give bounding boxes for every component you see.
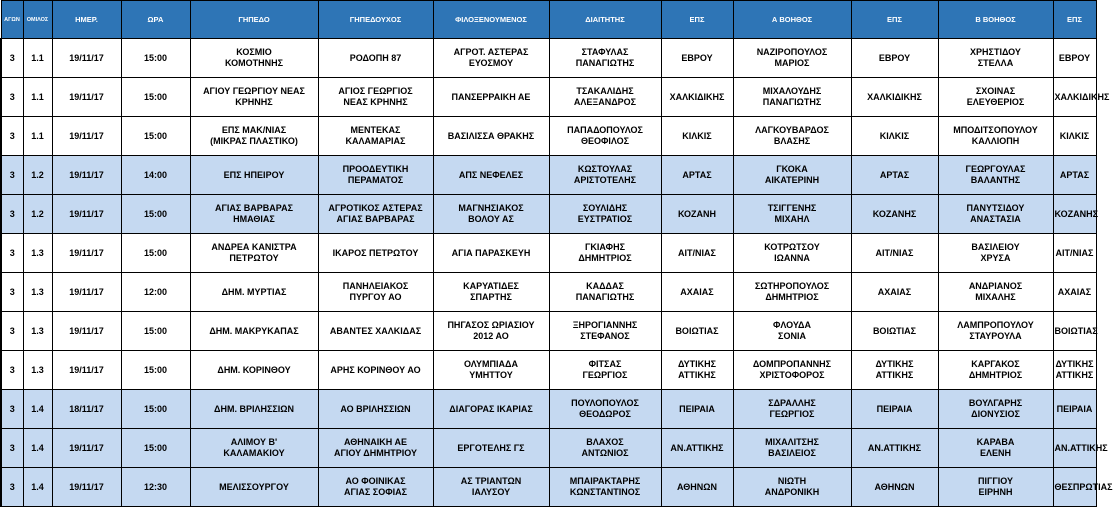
cell-date: 19/11/17	[52, 195, 121, 234]
cell-away-team: ΒΑΣΙΛΙΣΣΑ ΘΡΑΚΗΣ	[433, 117, 549, 156]
cell-match: 3	[1, 195, 23, 234]
header-referee-association: ΕΠΣ	[661, 1, 733, 39]
table-row	[1, 312, 1096, 351]
cell-time: 15:00	[121, 312, 190, 351]
cell-referee: ΠΟΥΛΟΠΟΥΛΟΣ ΘΕΟΔΩΡΟΣ	[549, 390, 661, 429]
cell-referee: ΠΑΠΑΔΟΠΟΥΛΟΣ ΘΕΟΦΙΛΟΣ	[549, 117, 661, 156]
header-row	[1, 1, 1096, 39]
table-row	[1, 351, 1096, 390]
cell-referee-association: ΔΥΤΙΚΗΣ ΑΤΤΙΚΗΣ	[661, 351, 733, 390]
cell-assistant-a-association: ΑΝ.ΑΤΤΙΚΗΣ	[851, 429, 938, 468]
cell-assistant-b: ΠΑΝΥΤΣΙΔΟΥ ΑΝΑΣΤΑΣΙΑ	[938, 195, 1053, 234]
cell-match: 3	[1, 39, 23, 78]
table-row	[1, 273, 1096, 312]
cell-assistant-b: ΠΙΓΓΙΟΥ ΕΙΡΗΝΗ	[938, 468, 1053, 507]
cell-away-team: ΕΡΓΟΤΕΛΗΣ ΓΣ	[433, 429, 549, 468]
cell-assistant-a-association: ΔΥΤΙΚΗΣ ΑΤΤΙΚΗΣ	[851, 351, 938, 390]
cell-referee-association: ΑΝ.ΑΤΤΙΚΗΣ	[661, 429, 733, 468]
header-assistant-b: Β ΒΟΗΘΟΣ	[938, 1, 1053, 39]
header-date: ΗΜΕΡ.	[52, 1, 121, 39]
cell-referee-association: ΧΑΛΚΙΔΙΚΗΣ	[661, 78, 733, 117]
cell-assistant-b: ΛΑΜΠΡΟΠΟΥΛΟΥ ΣΤΑΥΡΟΥΛΑ	[938, 312, 1053, 351]
cell-away-team: ΟΛΥΜΠΙΑΔΑ ΥΜΗΤΤΟΥ	[433, 351, 549, 390]
cell-referee-association: ΚΙΛΚΙΣ	[661, 117, 733, 156]
cell-assistant-b: ΜΠΟΔΙΤΣΟΠΟΥΛΟΥ ΚΑΛΛΙΟΠΗ	[938, 117, 1053, 156]
cell-group: 1.3	[23, 234, 52, 273]
cell-date: 19/11/17	[52, 39, 121, 78]
cell-assistant-a-association: ΧΑΛΚΙΔΙΚΗΣ	[851, 78, 938, 117]
cell-referee-association: ΚΟΖΑΝΗ	[661, 195, 733, 234]
cell-referee-association: ΕΒΡΟΥ	[661, 39, 733, 78]
cell-away-team: ΚΑΡΥΑΤΙΔΕΣ ΣΠΑΡΤΗΣ	[433, 273, 549, 312]
cell-stadium: ΑΓΙΟΥ ΓΕΩΡΓΙΟΥ ΝΕΑΣ ΚΡΗΝΗΣ	[190, 78, 318, 117]
cell-home-team: ΑΒΑΝΤΕΣ ΧΑΛΚΙΔΑΣ	[318, 312, 433, 351]
cell-time: 15:00	[121, 195, 190, 234]
cell-home-team: ΑΘΗΝΑΙΚΗ ΑΕ ΑΓΙΟΥ ΔΗΜΗΤΡΙΟΥ	[318, 429, 433, 468]
cell-referee-association: ΑΧΑΙΑΣ	[661, 273, 733, 312]
cell-assistant-a: ΝΙΩΤΗ ΑΝΔΡΟΝΙΚΗ	[733, 468, 851, 507]
cell-time: 15:00	[121, 39, 190, 78]
cell-home-team: ΑΡΗΣ ΚΟΡΙΝΘΟΥ ΑΟ	[318, 351, 433, 390]
cell-group: 1.2	[23, 195, 52, 234]
cell-assistant-b: ΚΑΡΑΒΑ ΕΛΕΝΗ	[938, 429, 1053, 468]
cell-referee-association: ΒΟΙΩΤΙΑΣ	[661, 312, 733, 351]
header-time: ΩΡΑ	[121, 1, 190, 39]
cell-referee: ΓΚΙΑΦΗΣ ΔΗΜΗΤΡΙΟΣ	[549, 234, 661, 273]
cell-match: 3	[1, 468, 23, 507]
cell-assistant-b-association: ΧΑΛΚΙΔΙΚΗΣ	[1053, 78, 1096, 117]
header-home-team: ΓΗΠΕΔΟΥΧΟΣ	[318, 1, 433, 39]
cell-referee-association: ΑΘΗΝΩΝ	[661, 468, 733, 507]
cell-date: 19/11/17	[52, 117, 121, 156]
cell-date: 18/11/17	[52, 390, 121, 429]
cell-match: 3	[1, 390, 23, 429]
cell-away-team: ΑΠΣ ΝΕΦΕΛΕΣ	[433, 156, 549, 195]
cell-stadium: ΔΗΜ. ΜΥΡΤΙΑΣ	[190, 273, 318, 312]
cell-match: 3	[1, 117, 23, 156]
cell-assistant-a: ΤΣΙΓΓΕΝΗΣ ΜΙΧΑΗΛ	[733, 195, 851, 234]
header-assistant-a: Α ΒΟΗΘΟΣ	[733, 1, 851, 39]
cell-away-team: ΑΓΙΑ ΠΑΡΑΣΚΕΥΗ	[433, 234, 549, 273]
cell-stadium: ΑΛΙΜΟΥ Β' ΚΑΛΑΜΑΚΙΟΥ	[190, 429, 318, 468]
cell-assistant-a-association: ΚΙΛΚΙΣ	[851, 117, 938, 156]
cell-assistant-a: ΔΟΜΠΡΟΠΑΝΝΗΣ ΧΡΙΣΤΟΦΟΡΟΣ	[733, 351, 851, 390]
cell-assistant-b-association: ΒΟΙΩΤΙΑΣ	[1053, 312, 1096, 351]
table-row	[1, 234, 1096, 273]
cell-date: 19/11/17	[52, 351, 121, 390]
cell-home-team: ΠΑΝΗΛΕΙΑΚΟΣ ΠΥΡΓΟΥ ΑΟ	[318, 273, 433, 312]
table-row	[1, 468, 1096, 507]
cell-group: 1.4	[23, 468, 52, 507]
cell-assistant-a: ΚΟΤΡΩΤΣΟΥ ΙΩΑΝΝΑ	[733, 234, 851, 273]
cell-match: 3	[1, 234, 23, 273]
cell-assistant-a-association: ΒΟΙΩΤΙΑΣ	[851, 312, 938, 351]
table-row	[1, 117, 1096, 156]
cell-assistant-b-association: ΔΥΤΙΚΗΣ ΑΤΤΙΚΗΣ	[1053, 351, 1096, 390]
cell-time: 15:00	[121, 234, 190, 273]
cell-match: 3	[1, 78, 23, 117]
cell-group: 1.1	[23, 39, 52, 78]
cell-time: 15:00	[121, 390, 190, 429]
cell-assistant-a-association: ΑΙΤ/ΝΙΑΣ	[851, 234, 938, 273]
cell-home-team: ΡΟΔΟΠΗ 87	[318, 39, 433, 78]
cell-away-team: ΑΣ ΤΡΙΑΝΤΩΝ ΙΑΛΥΣΟΥ	[433, 468, 549, 507]
cell-assistant-b-association: ΚΙΛΚΙΣ	[1053, 117, 1096, 156]
cell-away-team: ΔΙΑΓΟΡΑΣ ΙΚΑΡΙΑΣ	[433, 390, 549, 429]
cell-home-team: ΠΡΟΟΔΕΥΤΙΚΗ ΠΕΡΑΜΑΤΟΣ	[318, 156, 433, 195]
cell-group: 1.2	[23, 156, 52, 195]
cell-date: 19/11/17	[52, 78, 121, 117]
cell-assistant-a: ΣΔΡΑΛΛΗΣ ΓΕΩΡΓΙΟΣ	[733, 390, 851, 429]
cell-group: 1.1	[23, 117, 52, 156]
cell-group: 1.4	[23, 429, 52, 468]
cell-date: 19/11/17	[52, 312, 121, 351]
cell-away-team: ΠΗΓΑΣΟΣ ΩΡΙΑΣΙΟΥ 2012 ΑΟ	[433, 312, 549, 351]
cell-group: 1.1	[23, 78, 52, 117]
cell-match: 3	[1, 312, 23, 351]
cell-assistant-b-association: ΑΙΤ/ΝΙΑΣ	[1053, 234, 1096, 273]
cell-stadium: ΔΗΜ. ΜΑΚΡΥΚΑΠΑΣ	[190, 312, 318, 351]
cell-stadium: ΕΠΣ ΗΠΕΙΡΟΥ	[190, 156, 318, 195]
cell-assistant-a: ΜΙΧΑΛΟΥΔΗΣ ΠΑΝΑΓΙΩΤΗΣ	[733, 78, 851, 117]
cell-assistant-b: ΓΕΩΡΓΟΥΛΑΣ ΒΑΛΑΝΤΗΣ	[938, 156, 1053, 195]
table-row	[1, 39, 1096, 78]
cell-group: 1.3	[23, 312, 52, 351]
cell-assistant-b: ΒΑΣΙΛΕΙΟΥ ΧΡΥΣΑ	[938, 234, 1053, 273]
cell-time: 14:00	[121, 156, 190, 195]
cell-match: 3	[1, 273, 23, 312]
header-match: ΑΓΩΝ	[1, 1, 23, 39]
cell-time: 15:00	[121, 78, 190, 117]
cell-assistant-a: ΦΛΟΥΔΑ ΣΟΝΙΑ	[733, 312, 851, 351]
cell-time: 12:00	[121, 273, 190, 312]
cell-away-team: ΜΑΓΝΗΣΙΑΚΟΣ ΒΟΛΟΥ ΑΣ	[433, 195, 549, 234]
cell-assistant-a-association: ΑΡΤΑΣ	[851, 156, 938, 195]
cell-stadium: ΚΟΣΜΙΟ ΚΟΜΟΤΗΝΗΣ	[190, 39, 318, 78]
cell-assistant-b: ΑΝΔΡΙΑΝΟΣ ΜΙΧΑΛΗΣ	[938, 273, 1053, 312]
cell-match: 3	[1, 351, 23, 390]
table-row	[1, 78, 1096, 117]
cell-date: 19/11/17	[52, 273, 121, 312]
table-row	[1, 156, 1096, 195]
cell-referee-association: ΠΕΙΡΑΙΑ	[661, 390, 733, 429]
cell-away-team: ΠΑΝΣΕΡΡΑΙΚΗ ΑΕ	[433, 78, 549, 117]
cell-referee: ΞΗΡΟΓΙΑΝΝΗΣ ΣΤΕΦΑΝΟΣ	[549, 312, 661, 351]
header-referee: ΔΙΑΙΤΗΤΗΣ	[549, 1, 661, 39]
header-assistant-a-association: ΕΠΣ	[851, 1, 938, 39]
header-group: ΟΜΙΛΟΣ	[23, 1, 52, 39]
cell-home-team: ΑΟ ΒΡΙΛΗΣΣΙΩΝ	[318, 390, 433, 429]
cell-stadium: ΕΠΣ ΜΑΚ/ΝΙΑΣ (ΜΙΚΡΑΣ ΠΛΑΣΤΙΚΟ)	[190, 117, 318, 156]
table-row	[1, 390, 1096, 429]
cell-referee: ΤΣΑΚΑΛΙΔΗΣ ΑΛΕΞΑΝΔΡΟΣ	[549, 78, 661, 117]
cell-referee: ΦΙΤΣΑΣ ΓΕΩΡΓΙΟΣ	[549, 351, 661, 390]
cell-assistant-b-association: ΑΧΑΙΑΣ	[1053, 273, 1096, 312]
cell-stadium: ΑΓΙΑΣ ΒΑΡΒΑΡΑΣ ΗΜΑΘΙΑΣ	[190, 195, 318, 234]
cell-date: 19/11/17	[52, 468, 121, 507]
table-row	[1, 195, 1096, 234]
cell-group: 1.3	[23, 351, 52, 390]
cell-assistant-a-association: ΕΒΡΟΥ	[851, 39, 938, 78]
cell-away-team: ΑΓΡΟΤ. ΑΣΤΕΡΑΣ ΕΥΟΣΜΟΥ	[433, 39, 549, 78]
cell-assistant-a: ΓΚΟΚΑ ΑΙΚΑΤΕΡΙΝΗ	[733, 156, 851, 195]
cell-assistant-a-association: ΑΧΑΙΑΣ	[851, 273, 938, 312]
cell-referee: ΚΑΔΔΑΣ ΠΑΝΑΓΙΩΤΗΣ	[549, 273, 661, 312]
cell-referee: ΜΠΑΙΡΑΚΤΑΡΗΣ ΚΩΝΣΤΑΝΤΙΝΟΣ	[549, 468, 661, 507]
cell-assistant-a: ΝΑΖΙΡΟΠΟΥΛΟΣ ΜΑΡΙΟΣ	[733, 39, 851, 78]
cell-assistant-b: ΒΟΥΛΓΑΡΗΣ ΔΙΟΝΥΣΙΟΣ	[938, 390, 1053, 429]
cell-time: 15:00	[121, 429, 190, 468]
cell-assistant-b-association: ΕΒΡΟΥ	[1053, 39, 1096, 78]
cell-stadium: ΔΗΜ. ΒΡΙΛΗΣΣΙΩΝ	[190, 390, 318, 429]
cell-assistant-a: ΣΩΤΗΡΟΠΟΥΛΟΣ ΔΗΜΗΤΡΙΟΣ	[733, 273, 851, 312]
cell-stadium: ΜΕΛΙΣΣΟΥΡΓΟΥ	[190, 468, 318, 507]
cell-home-team: ΑΓΡΟΤΙΚΟΣ ΑΣΤΕΡΑΣ ΑΓΙΑΣ ΒΑΡΒΑΡΑΣ	[318, 195, 433, 234]
table-body	[1, 39, 1113, 507]
header-stadium: ΓΗΠΕΔΟ	[190, 1, 318, 39]
cell-home-team: ΜΕΝΤΕΚΑΣ ΚΑΛΑΜΑΡΙΑΣ	[318, 117, 433, 156]
cell-assistant-b: ΚΑΡΓΑΚΟΣ ΔΗΜΗΤΡΙΟΣ	[938, 351, 1053, 390]
cell-group: 1.4	[23, 390, 52, 429]
cell-time: 15:00	[121, 117, 190, 156]
cell-assistant-a-association: ΚΟΖΑΝΗΣ	[851, 195, 938, 234]
header-assistant-b-association: ΕΠΣ	[1053, 1, 1096, 39]
cell-stadium: ΑΝΔΡΕΑ ΚΑΝΙΣΤΡΑ ΠΕΤΡΩΤΟΥ	[190, 234, 318, 273]
cell-match: 3	[1, 429, 23, 468]
table-row	[1, 429, 1096, 468]
cell-time: 12:30	[121, 468, 190, 507]
cell-home-team: ΑΟ ΦΟΙΝΙΚΑΣ ΑΓΙΑΣ ΣΟΦΙΑΣ	[318, 468, 433, 507]
cell-assistant-b-association: ΘΕΣΠΡΩΤΙΑΣ	[1053, 468, 1096, 507]
cell-home-team: ΙΚΑΡΟΣ ΠΕΤΡΩΤΟΥ	[318, 234, 433, 273]
cell-time: 15:00	[121, 351, 190, 390]
cell-referee: ΚΩΣΤΟΥΛΑΣ ΑΡΙΣΤΟΤΕΛΗΣ	[549, 156, 661, 195]
cell-assistant-b-association: ΑΝ.ΑΤΤΙΚΗΣ	[1053, 429, 1096, 468]
cell-referee: ΣΤΑΦΥΛΑΣ ΠΑΝΑΓΙΩΤΗΣ	[549, 39, 661, 78]
header-away-team: ΦΙΛΟΞΕΝΟΥΜΕΝΟΣ	[433, 1, 549, 39]
cell-assistant-b-association: ΠΕΙΡΑΙΑ	[1053, 390, 1096, 429]
cell-assistant-a-association: ΠΕΙΡΑΙΑ	[851, 390, 938, 429]
cell-assistant-a: ΜΙΧΑΛΙΤΣΗΣ ΒΑΣΙΛΕΙΟΣ	[733, 429, 851, 468]
cell-assistant-a: ΛΑΓΚΟΥΒΑΡΔΟΣ ΒΛΑΣΗΣ	[733, 117, 851, 156]
cell-date: 19/11/17	[52, 234, 121, 273]
cell-match: 3	[1, 156, 23, 195]
cell-referee: ΒΛΑΧΟΣ ΑΝΤΩΝΙΟΣ	[549, 429, 661, 468]
cell-stadium: ΔΗΜ. ΚΟΡΙΝΘΟΥ	[190, 351, 318, 390]
cell-home-team: ΑΓΙΟΣ ΓΕΩΡΓΙΟΣ ΝΕΑΣ ΚΡΗΝΗΣ	[318, 78, 433, 117]
cell-assistant-b-association: ΚΟΖΑΝΗΣ	[1053, 195, 1096, 234]
cell-assistant-b-association: ΑΡΤΑΣ	[1053, 156, 1096, 195]
cell-referee-association: ΑΡΤΑΣ	[661, 156, 733, 195]
cell-date: 19/11/17	[52, 156, 121, 195]
cell-referee-association: ΑΙΤ/ΝΙΑΣ	[661, 234, 733, 273]
cell-assistant-b: ΣΧΟΙΝΑΣ ΕΛΕΥΘΕΡΙΟΣ	[938, 78, 1053, 117]
cell-assistant-a-association: ΑΘΗΝΩΝ	[851, 468, 938, 507]
cell-referee: ΣΟΥΛΙΔΗΣ ΕΥΣΤΡΑΤΙΟΣ	[549, 195, 661, 234]
cell-assistant-b: ΧΡΗΣΤΙΔΟΥ ΣΤΕΛΛΑ	[938, 39, 1053, 78]
cell-date: 19/11/17	[52, 429, 121, 468]
cell-group: 1.3	[23, 273, 52, 312]
